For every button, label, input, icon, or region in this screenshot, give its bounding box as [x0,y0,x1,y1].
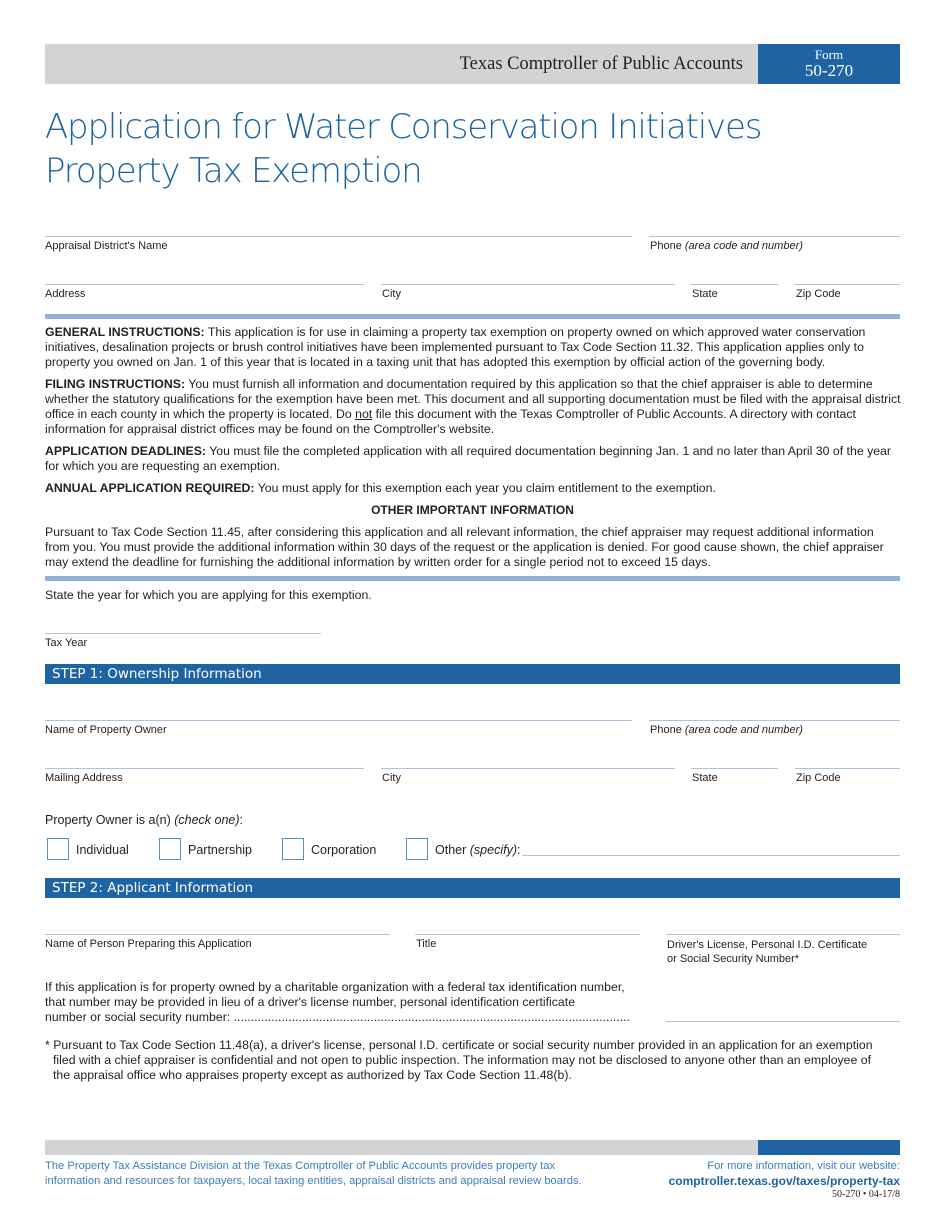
checkbox-partnership[interactable] [159,838,181,860]
footer-accent [758,1140,900,1155]
step2-header: STEP 2: Applicant Information [45,878,900,898]
other-info-heading: OTHER IMPORTANT INFORMATION [371,503,574,517]
charity-tax-id-note: If this application is for property owned by a charitable organization with a federal tax identification number, that number may be provided in lieu of a driver's license number, personal identification certificate number or social security number: .................................................................................................................... [45,980,630,1024]
step1-header: STEP 1: Ownership Information [45,664,900,684]
checkbox-corporation[interactable] [282,838,304,860]
other-info-text: Pursuant to Tax Code Section 11.45, after considering this application and all relevant information, the chief appraiser may request additional information from you. You must provide the additional information within 30 days of the request or the application is denied. For good cause shown, the chief appraiser may extend the deadline for furnishing the additional information by written order for a single period not to exceed 15 days. [45,525,884,569]
preparer-id-label: Driver's License, Personal I.D. Certificate or Social Security Number* [667,939,868,965]
owner-mailing-field[interactable] [45,768,364,769]
filing-instructions: FILING INSTRUCTIONS: You must furnish all information and documentation required by this application so that the chief appraiser is able to determine whether the statutory qualifications for the exemption have been met. This document and all supporting documentation must be filed with the appraisal district office in each county in which the property is located. Do not file this document with the Texas Comptroller of Public Accounts. A directory with contact information for appraisal district offices may be found on the Comptroller's website. [45,377,901,436]
owner-mailing-label: Mailing Address [45,772,123,784]
owner-zip-field[interactable] [795,768,900,769]
title-line-2: Property Tax Exemption [45,151,422,191]
district-zip-field[interactable] [795,284,900,285]
section-divider [45,314,900,319]
checkbox-individual[interactable] [47,838,69,860]
district-state-label: State [692,288,718,300]
form-revision-code: 50-270 • 04-17/8 [832,1189,900,1200]
footer-bar [45,1140,758,1155]
district-city-field[interactable] [381,284,675,285]
district-state-field[interactable] [691,284,778,285]
district-address-label: Address [45,288,86,300]
checkbox-other[interactable] [406,838,428,860]
federal-tax-id-field[interactable] [666,1021,900,1022]
checkbox-corporation-label: Corporation [311,843,377,857]
preparer-id-field[interactable] [666,934,900,935]
owner-name-field[interactable] [45,720,632,721]
owner-city-field[interactable] [381,768,675,769]
preparer-title-label: Title [416,938,437,950]
form-number: 50-270 [804,61,854,80]
application-deadlines: APPLICATION DEADLINES: You must file the completed application with all required documentation beginning Jan. 1 and no later than April 30 of the year for which you are requesting an exemption. [45,444,891,473]
owner-name-label: Name of Property Owner [45,724,167,736]
website-link[interactable]: comptroller.texas.gov/taxes/property-tax [668,1174,900,1188]
title-line-1: Application for Water Conservation Initiatives [45,107,762,147]
tax-year-label: Tax Year [45,637,88,649]
owner-state-label: State [692,772,718,784]
agency-name: Texas Comptroller of Public Accounts [459,54,743,74]
form-label: Form [814,47,844,62]
district-address-field[interactable] [45,284,364,285]
preparer-title-field[interactable] [415,934,640,935]
owner-phone-label: Phone (area code and number) [650,724,803,736]
owner-city-label: City [382,772,401,784]
preparer-name-label: Name of Person Preparing this Application [45,938,252,950]
footer-description: The Property Tax Assistance Division at the Texas Comptroller of Public Accounts provides property tax information and resources for taxpayers, local taxing entities, appraisal districts and appraisal review boards. [45,1160,582,1187]
district-phone-label: Phone (area code and number) [650,240,803,252]
district-name-field[interactable] [45,236,632,237]
district-city-label: City [382,288,401,300]
confidentiality-footnote: * Pursuant to Tax Code Section 11.48(a), a driver's license, personal I.D. certificate or social security number provided in an application for an exemption filed with a chief appraiser is confidential and not open to public inspection. The information may not be disclosed to anyone other than an employee of the appraisal office who appraises property except as authorized by Tax Code Section 11.48(b). [45,1038,873,1082]
owner-phone-field[interactable] [649,720,900,721]
owner-zip-label: Zip Code [796,772,841,784]
annual-application: ANNUAL APPLICATION REQUIRED: You must apply for this exemption each year you claim entitlement to the exemption. [45,481,716,495]
section-divider [45,576,900,581]
owner-type-prompt: Property Owner is a(n) (check one): [45,813,244,827]
checkbox-individual-label: Individual [76,843,129,857]
district-zip-label: Zip Code [796,288,841,300]
owner-state-field[interactable] [691,768,778,769]
checkbox-other-label: Other (specify): [435,843,521,857]
tax-year-prompt: State the year for which you are applying for this exemption. [45,588,372,602]
checkbox-partnership-label: Partnership [188,843,252,857]
general-instructions: GENERAL INSTRUCTIONS: This application is for use in claiming a property tax exemption on property owned on which approved water conservation initiatives, desalination projects or brush control initiatives have been implemented pursuant to Tax Code Section 11.32. This application applies only to property you owned on Jan. 1 of this year that is located in a taxing unit that has adopted this exemption by official action of the governing body. [45,325,866,369]
district-name-label: Appraisal District's Name [45,240,168,252]
footer-website: For more information, visit our website: comptroller.texas.gov/taxes/property-tax [600,1159,900,1189]
preparer-name-field[interactable] [45,934,390,935]
page-title [45,105,905,193]
other-specify-field[interactable] [522,855,900,856]
district-phone-field[interactable] [649,236,900,237]
tax-year-field[interactable] [45,633,321,634]
form-number-badge [758,44,900,84]
